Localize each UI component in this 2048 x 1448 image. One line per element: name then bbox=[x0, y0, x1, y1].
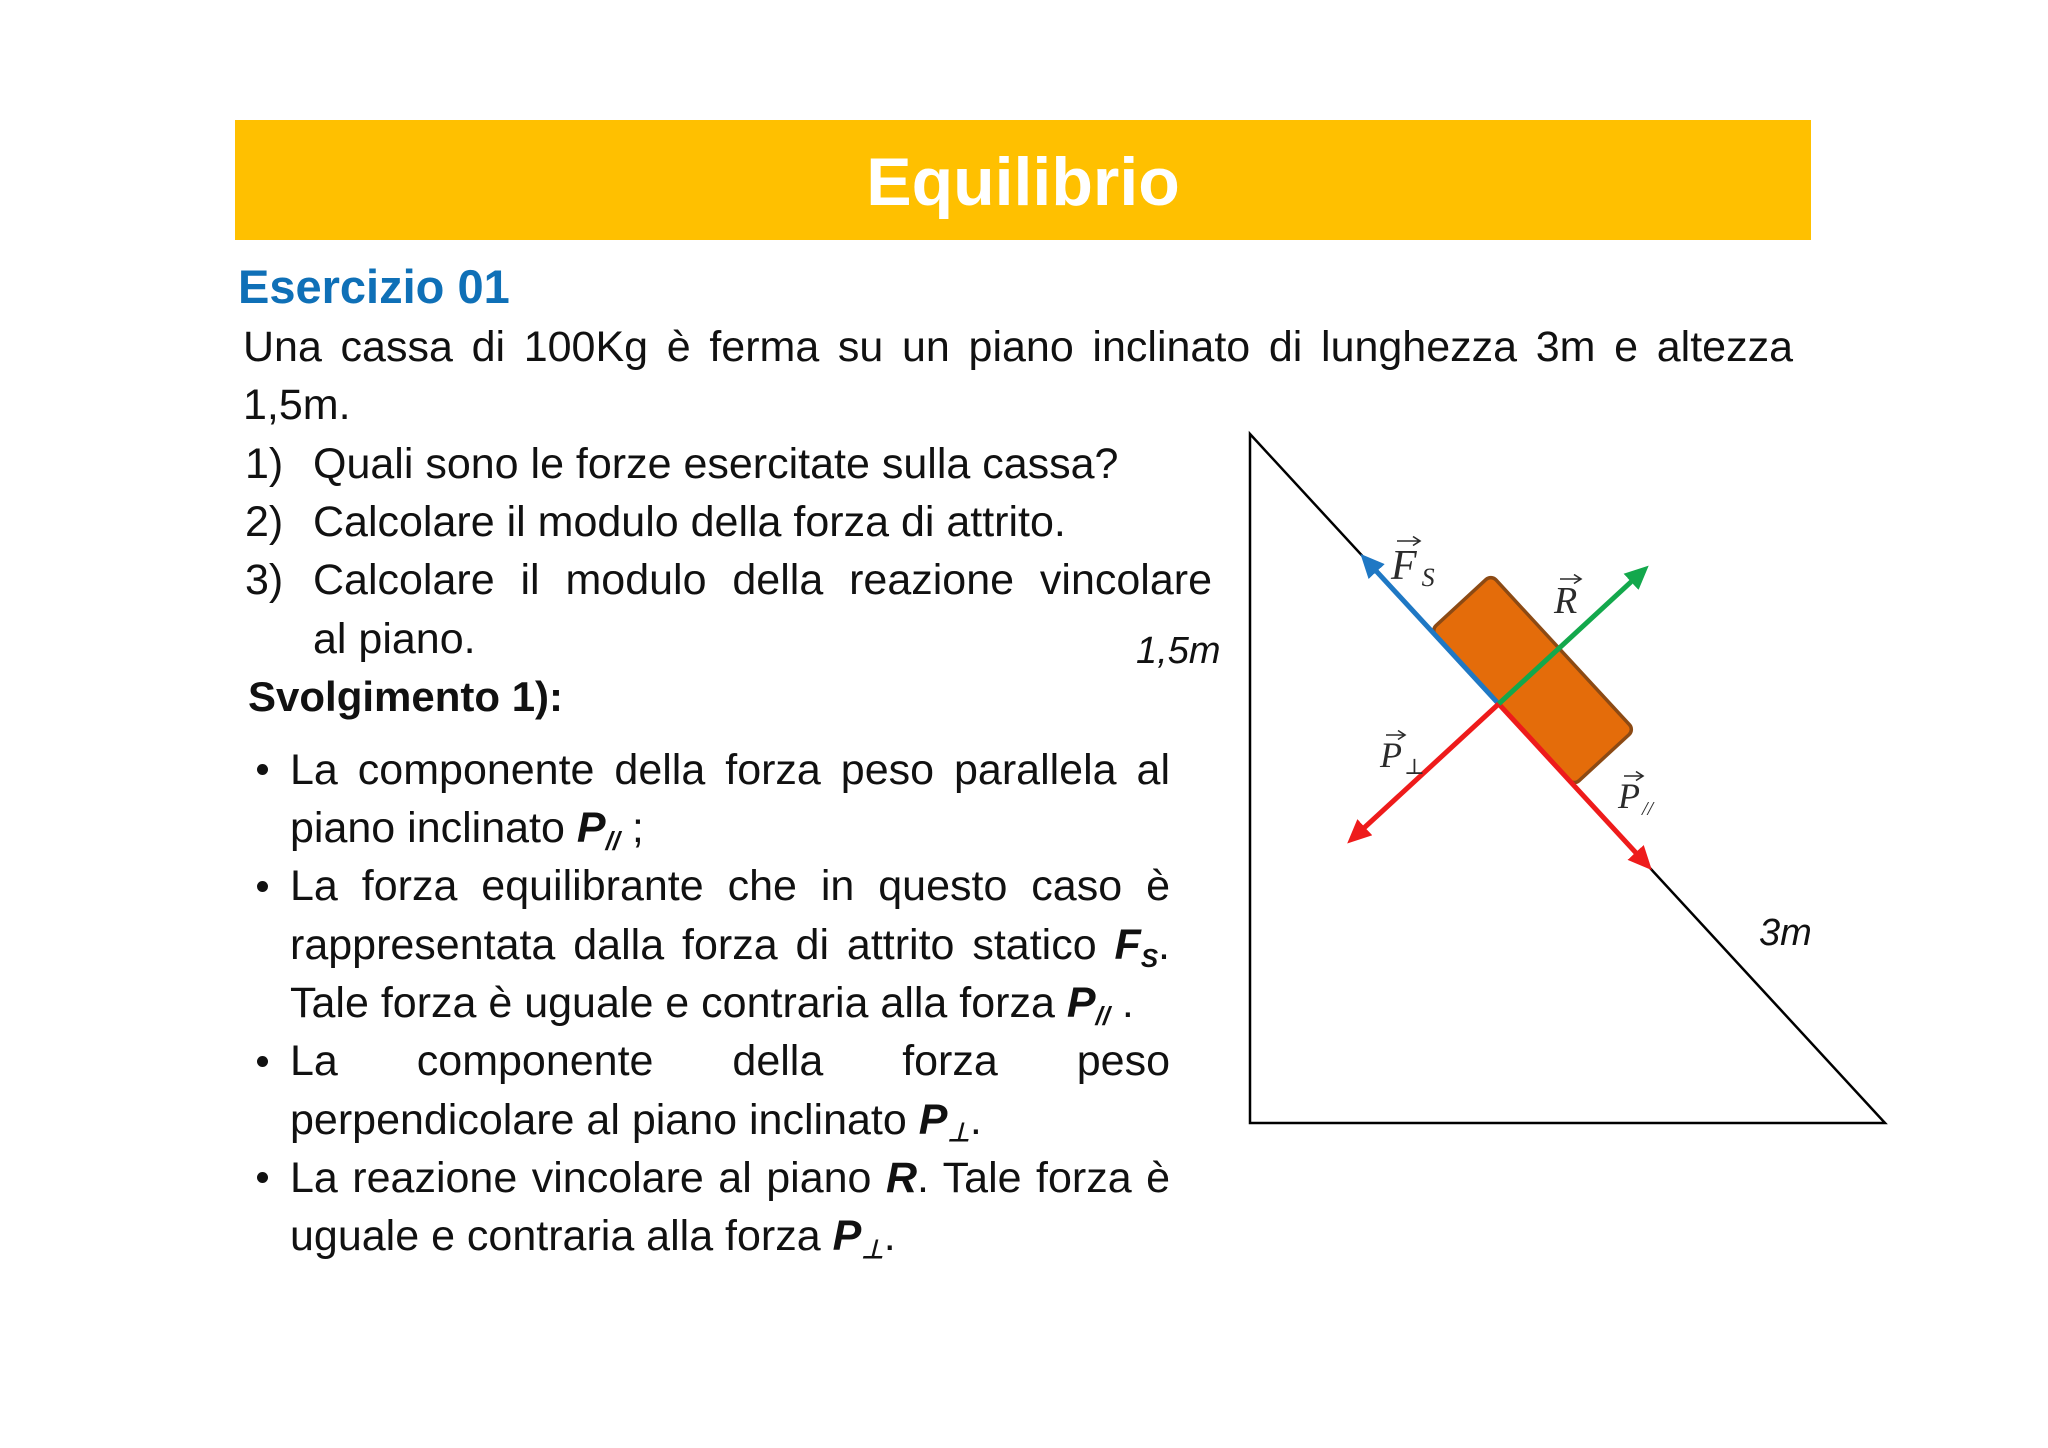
question-number: 2) bbox=[245, 498, 284, 547]
bullet-text-line bbox=[290, 741, 1170, 799]
question-number: 3) bbox=[245, 556, 284, 605]
question-number: 1) bbox=[245, 439, 284, 488]
bullet-text: perpendicolare al piano inclinato bbox=[290, 1095, 919, 1144]
weight-perpendicular-symbol: P bbox=[1380, 735, 1402, 775]
problem-statement-line: 1,5m. bbox=[243, 381, 351, 430]
friction-force-label bbox=[1390, 543, 1435, 592]
bullet-text: La componente della forza peso bbox=[290, 1037, 1170, 1086]
bullet-text: . bbox=[1158, 920, 1170, 969]
solution-bullet bbox=[257, 741, 1170, 858]
vector-subscript: S bbox=[1140, 944, 1159, 973]
bullet-text-block bbox=[290, 1149, 1170, 1266]
question-item bbox=[245, 435, 1212, 493]
vector-symbol: P bbox=[1066, 979, 1096, 1028]
weight-parallel-label bbox=[1617, 776, 1656, 820]
bullet-text: piano inclinato bbox=[290, 804, 577, 853]
vector-subscript: ⊥ bbox=[947, 1119, 970, 1148]
bullet-text-block bbox=[290, 857, 1170, 1032]
solution-bullet bbox=[257, 1032, 1170, 1149]
title-banner bbox=[235, 120, 1811, 240]
reaction-force-label bbox=[1553, 580, 1577, 622]
vector-symbol: P bbox=[918, 1095, 948, 1144]
bullet-text: uguale e contraria alla forza bbox=[290, 1212, 833, 1261]
question-text bbox=[313, 551, 1212, 668]
weight-parallel-symbol: P bbox=[1618, 776, 1640, 816]
bullet-dot bbox=[257, 1172, 268, 1183]
vector-symbol: P bbox=[832, 1212, 862, 1261]
bullet-text: . bbox=[1109, 979, 1134, 1028]
bullet-dot bbox=[257, 764, 268, 775]
bullet-text-line bbox=[290, 799, 1170, 857]
vector-symbol: F bbox=[1114, 920, 1141, 969]
problem-statement-line: Una cassa di 100Kg è ferma su un piano inclinato di lunghezza 3m e altezza bbox=[243, 323, 1793, 372]
exercise-label: Esercizio 01 bbox=[238, 260, 510, 313]
solution-bullet bbox=[257, 1149, 1170, 1266]
question-list bbox=[245, 435, 1212, 668]
bullet-text-line bbox=[290, 974, 1170, 1032]
weight-parallel-subscript: // bbox=[1642, 798, 1654, 820]
bullet-text-line bbox=[290, 1207, 1170, 1265]
bullet-text-line bbox=[290, 1032, 1170, 1090]
question-text-line: Quali sono le forze esercitate sulla cassa? bbox=[313, 439, 1119, 488]
question-text bbox=[313, 493, 1212, 551]
vector-subscript: ⊥ bbox=[861, 1236, 884, 1264]
bullet-text: rappresentata dalla forza di attrito statico bbox=[290, 920, 1115, 969]
bullet-text: La reazione vincolare al piano bbox=[290, 1153, 886, 1202]
bullet-text: . Tale forza è bbox=[917, 1153, 1170, 1202]
bullet-text-block bbox=[290, 1032, 1170, 1149]
plane-height-label: 1,5m bbox=[1136, 630, 1221, 672]
bullet-dot bbox=[257, 881, 268, 892]
vector-subscript: // bbox=[605, 827, 620, 856]
friction-force-subscript: S bbox=[1421, 563, 1435, 592]
bullet-text: Tale forza è uguale e contraria alla forza bbox=[290, 979, 1067, 1028]
question-item bbox=[245, 551, 1212, 668]
vector-symbol: P bbox=[576, 804, 606, 853]
bullet-text: ; bbox=[619, 804, 644, 853]
bullet-text-block bbox=[290, 741, 1170, 858]
solution-bullet bbox=[257, 857, 1170, 1032]
bullet-text: La componente della forza peso parallela al bbox=[290, 745, 1170, 794]
vector-subscript: // bbox=[1095, 1002, 1110, 1031]
solution-heading: Svolgimento 1): bbox=[248, 672, 564, 720]
bullet-text-line bbox=[290, 916, 1170, 974]
bullet-dot bbox=[257, 1056, 268, 1067]
reaction-force-symbol: R bbox=[1554, 580, 1578, 622]
bullet-text: . bbox=[969, 1095, 982, 1144]
question-text bbox=[313, 435, 1212, 493]
weight-perpendicular-label bbox=[1379, 735, 1425, 779]
slide-title: Equilibrio bbox=[866, 144, 1180, 220]
question-text-line: Calcolare il modulo della forza di attrito. bbox=[313, 498, 1066, 547]
bullet-text: . bbox=[883, 1212, 896, 1261]
solution-bullet-list bbox=[257, 741, 1170, 1266]
question-text-line: Calcolare il modulo della reazione vincolare bbox=[313, 556, 1212, 605]
bullet-text: La forza equilibrante che in questo caso è bbox=[290, 862, 1170, 911]
bullet-text-line bbox=[290, 857, 1170, 915]
friction-force-symbol: F bbox=[1391, 543, 1417, 589]
bullet-text-line bbox=[290, 1091, 1170, 1149]
inclined-plane-diagram bbox=[1100, 400, 1960, 1160]
weight-perpendicular-subscript: ⊥ bbox=[1404, 754, 1425, 779]
question-item bbox=[245, 493, 1212, 551]
question-text-line: al piano. bbox=[313, 614, 476, 663]
plane-length-label: 3m bbox=[1759, 912, 1812, 954]
bullet-text-line bbox=[290, 1149, 1170, 1207]
vector-symbol: R bbox=[885, 1153, 917, 1202]
